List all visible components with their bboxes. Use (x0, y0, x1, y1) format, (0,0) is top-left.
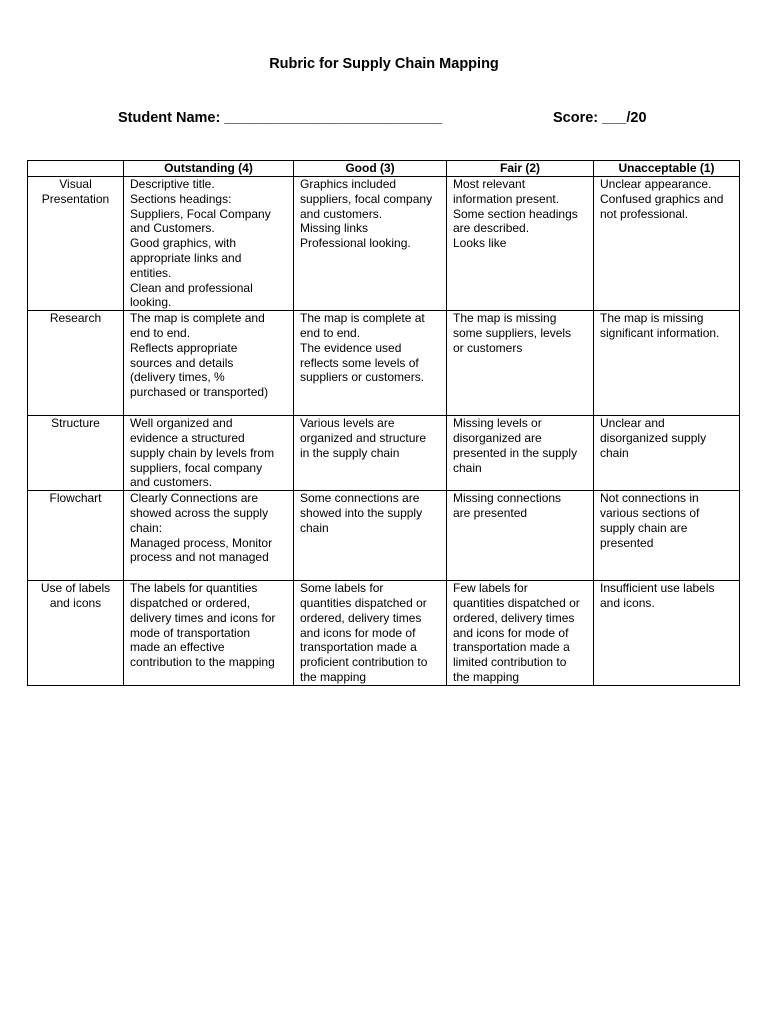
rubric-cell-line: Managed process, Monitor (130, 535, 273, 550)
rubric-cell-line: are described. (453, 221, 530, 236)
rubric-cell-line: and customers. (130, 475, 213, 490)
rubric-cell-line: limited contribution to (453, 655, 567, 670)
rubric-cell-line: end to end. (300, 325, 361, 340)
rubric-cell-fair (447, 581, 594, 686)
rubric-cell-line: Suppliers, Focal Company (130, 206, 271, 221)
rubric-cell-unacceptable (594, 311, 740, 416)
rubric-row (28, 416, 740, 491)
rubric-cell-line: and icons (49, 595, 102, 610)
rubric-cell-criterion (28, 177, 124, 311)
rubric-cell-outstanding (124, 581, 294, 686)
rubric-cell-line: and icons for mode of (300, 625, 416, 640)
rubric-cell-line: The map is missing (600, 311, 704, 326)
rubric-row (28, 581, 740, 686)
rubric-cell-line: dispatched or ordered, (130, 595, 251, 610)
rubric-cell-unacceptable (594, 416, 740, 491)
rubric-cell-line: (delivery times, % (130, 370, 225, 385)
rubric-cell-line: Some section headings (453, 206, 578, 221)
rubric-cell-line: Clearly Connections are (130, 491, 259, 506)
rubric-cell-line: chain (600, 445, 629, 460)
rubric-cell-line: Not connections in (600, 491, 699, 506)
rubric-cell-outstanding (124, 177, 294, 311)
rubric-cell-criterion (28, 581, 124, 686)
header-outstanding: Outstanding (4) (124, 161, 294, 177)
rubric-cell-criterion (28, 416, 124, 491)
header-unacceptable: Unacceptable (1) (594, 161, 740, 177)
rubric-cell-good (294, 177, 447, 311)
rubric-cell-line: suppliers, focal company (130, 460, 263, 475)
rubric-cell-line: reflects some levels of (300, 355, 419, 370)
rubric-cell-line: Graphics included (300, 177, 397, 191)
rubric-cell-criterion (28, 491, 124, 581)
rubric-row (28, 311, 740, 416)
rubric-cell-fair (447, 491, 594, 581)
rubric-cell-unacceptable (594, 491, 740, 581)
rubric-cell-fair (447, 311, 594, 416)
rubric-cell-line: Well organized and (130, 416, 233, 431)
rubric-cell-line: delivery times and icons for (130, 610, 276, 625)
rubric-cell-line: Structure (51, 416, 100, 431)
rubric-cell-line: various sections of (600, 505, 700, 520)
rubric-cell-line: and icons for mode of (453, 625, 569, 640)
rubric-cell-line: Looks like (453, 236, 507, 251)
rubric-cell-unacceptable (594, 177, 740, 311)
rubric-cell-line: ordered, delivery times (300, 610, 422, 625)
rubric-cell-line: information present. (453, 191, 560, 206)
score-field: Score: ___/20 (553, 110, 647, 126)
rubric-cell-line: Insufficient use labels (600, 581, 715, 596)
header-fair: Fair (2) (447, 161, 594, 177)
rubric-cell-line: Unclear appearance. (600, 177, 712, 191)
header-criterion (28, 161, 124, 177)
rubric-cell-line: Unclear and (600, 416, 665, 431)
rubric-cell-line: Use of labels (40, 581, 111, 596)
rubric-cell-line: transportation made a (453, 640, 570, 655)
rubric-cell-line: The map is missing (453, 311, 557, 326)
rubric-cell-line: quantities dispatched or (300, 595, 427, 610)
rubric-cell-line: end to end. (130, 325, 191, 340)
rubric-cell-line: Few labels for (453, 581, 528, 596)
rubric-cell-line: chain (300, 520, 329, 535)
rubric-cell-line: made an effective (130, 640, 225, 655)
rubric-cell-line: showed across the supply (130, 505, 269, 520)
rubric-cell-line: and icons. (600, 595, 655, 610)
rubric-cell-line: Presentation (41, 191, 110, 206)
rubric-cell-good (294, 581, 447, 686)
document-title: Rubric for Supply Chain Mapping (269, 56, 499, 72)
rubric-cell-line: Clean and professional (130, 280, 253, 295)
rubric-cell-line: The map is complete at (300, 311, 425, 326)
rubric-cell-line: Flowchart (49, 491, 102, 506)
rubric-cell-line: Reflects appropriate (130, 340, 238, 355)
rubric-cell-line: Some connections are (300, 491, 420, 506)
rubric-cell-line: Various levels are (300, 416, 395, 431)
rubric-cell-line: Descriptive title. (130, 177, 215, 191)
rubric-cell-line: suppliers, focal company (300, 191, 433, 206)
rubric-cell-line: and customers. (300, 206, 383, 221)
rubric-cell-line: suppliers or customers. (300, 370, 425, 385)
rubric-cell-line: the mapping (453, 669, 520, 684)
rubric-cell-good (294, 416, 447, 491)
rubric-cell-line: Good graphics, with (130, 236, 237, 251)
rubric-cell-line: Missing levels or (453, 416, 542, 431)
rubric-cell-line: Most relevant (453, 177, 526, 191)
rubric-cell-line: Missing connections (453, 491, 562, 506)
rubric-cell-line: The evidence used (300, 340, 402, 355)
rubric-cell-line: presented in the supply (453, 445, 578, 460)
rubric-cell-line: quantities dispatched or (453, 595, 580, 610)
rubric-cell-line: transportation made a (300, 640, 417, 655)
rubric-cell-outstanding (124, 491, 294, 581)
rubric-cell-line: contribution to the mapping (130, 655, 275, 670)
rubric-cell-line: purchased or transported) (130, 385, 269, 400)
rubric-row (28, 177, 740, 311)
rubric-cell-line: proficient contribution to (300, 655, 428, 670)
rubric-cell-line: disorganized supply (600, 430, 707, 445)
rubric-cell-line: chain: (130, 520, 163, 535)
rubric-cell-line: supply chain by levels from (130, 445, 275, 460)
rubric-cell-line: showed into the supply (300, 505, 423, 520)
rubric-cell-line: The labels for quantities (130, 581, 258, 596)
rubric-cell-line: and Customers. (130, 221, 215, 236)
rubric-cell-line: presented (600, 535, 654, 550)
rubric-cell-good (294, 491, 447, 581)
rubric-cell-line: Research (49, 311, 102, 326)
rubric-cell-fair (447, 416, 594, 491)
rubric-cell-line: not professional. (600, 206, 689, 221)
rubric-cell-line: in the supply chain (300, 445, 400, 460)
rubric-row (28, 491, 740, 581)
rubric-cell-line: Visual (59, 177, 92, 191)
rubric-cell-unacceptable (594, 581, 740, 686)
rubric-cell-line: chain (453, 460, 482, 475)
rubric-cell-outstanding (124, 311, 294, 416)
rubric-cell-line: or customers (453, 340, 523, 355)
rubric-cell-line: Confused graphics and (600, 191, 724, 206)
rubric-cell-outstanding (124, 416, 294, 491)
rubric-table (27, 160, 740, 686)
rubric-cell-line: some suppliers, levels (453, 325, 572, 340)
rubric-cell-line: entities. (130, 265, 172, 280)
rubric-cell-line: looking. (130, 295, 172, 310)
rubric-cell-line: disorganized are (453, 430, 542, 445)
rubric-cell-line: sources and details (130, 355, 234, 370)
rubric-cell-good (294, 311, 447, 416)
rubric-cell-line: supply chain are (600, 520, 688, 535)
rubric-cell-line: organized and structure (300, 430, 427, 445)
rubric-cell-line: Missing links (300, 221, 369, 236)
rubric-cell-line: are presented (453, 505, 528, 520)
rubric-cell-fair (447, 177, 594, 311)
rubric-header-row (28, 161, 740, 177)
rubric-cell-line: the mapping (300, 669, 367, 684)
rubric-cell-line: significant information. (600, 325, 720, 340)
rubric-cell-line: ordered, delivery times (453, 610, 575, 625)
rubric-cell-line: mode of transportation (130, 625, 251, 640)
rubric-cell-line: Sections headings: (130, 191, 232, 206)
rubric-cell-criterion (28, 311, 124, 416)
rubric-cell-line: The map is complete and (130, 311, 265, 326)
rubric-cell-line: appropriate links and (130, 250, 242, 265)
rubric-cell-line: Professional looking. (300, 236, 411, 251)
student-name-field: Student Name: ___________________________ (118, 110, 443, 126)
rubric-cell-line: process and not managed (130, 550, 269, 565)
rubric-cell-line: evidence a structured (130, 430, 245, 445)
header-good: Good (3) (294, 161, 447, 177)
rubric-cell-line: Some labels for (300, 581, 384, 596)
